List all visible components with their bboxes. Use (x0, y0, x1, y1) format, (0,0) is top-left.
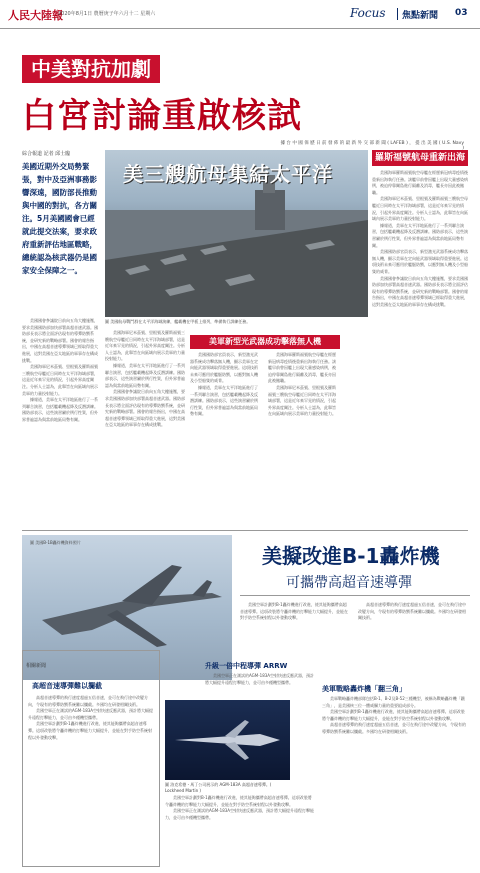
issue-date: 2020年8月1日 農曆庚子年六月十二 星期六 (58, 11, 156, 17)
body-text: 美國空軍計劃對B-1轟炸機進行改進，使其能夠攜帶高超音速導彈。這項改裝將令轟炸機的打擊能力大幅提升，並能在對手防空系統射程以外發動攻擊。 (165, 795, 312, 807)
top-caption: 據 台 中 國 保 歷 日 前 發 佈 的 最 新 外 交 部 新 聞 ( LAFEB ) ， 提 出 美 國 ( U.S. Navy ) (280, 141, 464, 151)
top-bar (0, 0, 480, 29)
missile-caption: 圖 洛克希德・馬丁公司展示的 AGM-183A 高超音速導彈。( Lockheed Martin ) (165, 782, 272, 793)
body-text: 美國海軍尼米茲號、里根號及羅斯福號三艘航空母艦近日同時在太平洋海域部署，這是近年來罕見的情況，引起外界高度關注。分析人士認為，此舉旨在向區域內展示美軍的力量投射能力。 (22, 364, 98, 396)
body-text: 據報道，美軍在太平洋地區進行了一系列聯合演習，包括艦載機起降及反潛訓練。國防部表示，這些演習屬於例行性質，但外界普遍認為與當前地區局勢有關。 (22, 397, 98, 422)
box-header: 相關新聞 (26, 663, 47, 669)
sidebar-heading: 羅斯福號航母重新出海 (372, 150, 468, 166)
article-column-6 (358, 602, 468, 622)
article-column-5 (240, 602, 350, 622)
box-title: 高超音速導彈難以攔截 (32, 682, 102, 690)
body-text: 高超音速導彈的飛行速度超過五倍音速，並可在飛行途中改變方向，令現有的導彈防禦系統難以攔截。多國均在研發相關技術。 (358, 602, 466, 621)
page-number: 03 (455, 8, 468, 18)
newspaper-logo: 人民大陸報 (8, 9, 63, 22)
strategic-bomber-heading: 美軍戰略轟炸機「翻三角」 (322, 685, 406, 693)
arrw-column (205, 673, 315, 686)
body-text: 美國國防部官員表示，新型激光武器系統成功擊落無人機，顯示美軍在定向能武器領域取得重要進展。這項技術未來可應用於艦艇防禦，以應對無人機及小型船隻的威脅。 (190, 352, 258, 384)
body-text: 美國空軍正在測試的AGM-183A空射快速反應武器，預計將大幅提升遠程打擊能力，並可由多種機型攜帶。 (28, 708, 154, 720)
body-text: 美國國會參議院日前向五角大樓施壓，要求美國國防部加快部署高超音速武器。國防部長表示將全面評估現有的導彈防禦系統，並研究新的戰略部署。國會的報告指出，中國在高超音速導彈領域已經取得重大進展，這對美國在亞太地區的軍事存在構成挑戰。 (105, 389, 185, 428)
body-text: 美國國會參議院日前向五角大樓施壓，要求美國國防部加快部署高超音速武器。國防部長表示將全面評估現有的導彈防禦系統，並研究新的戰略部署。國會的報告指出，中國在高超音速導彈領域已經取得重大進展，這對美國在亞太地區的軍事存在構成挑戰。 (22, 318, 98, 363)
body-text: 美國海軍尼米茲號、里根號及羅斯福號三艘航空母艦近日同時在太平洋海域部署，這是近年來罕見的情況，引起外界高度關注。分析人士認為，此舉旨在向區域內展示美軍的力量投射能力。 (268, 384, 336, 417)
article-column-1 (22, 318, 100, 424)
body-text: 美國海軍尼米茲號、里根號及羅斯福號三艘航空母艦近日同時在太平洋海域部署，這是近年來罕見的情況，引起外界高度關注。分析人士認為，此舉旨在向區域內展示美軍的力量投射能力。 (105, 330, 185, 362)
body-text: 美國空軍計劃對B-1轟炸機進行改進，使其能夠攜帶高超音速導彈。這項改裝將令轟炸機的打擊能力大幅提升，並能在對手防空系統射程以外發動攻擊。 (28, 721, 152, 740)
body-text: 據報道，美軍在太平洋地區進行了一系列聯合演習，包括艦載機起降及反潛訓練。國防部表示，這些演習屬於例行性質，但外界普遍認為與當前地區局勢有關。 (190, 384, 258, 417)
page-headline: 白宮討論重啟核試 (22, 96, 302, 136)
bomber-caption: 圖 美國B-1B轟炸機資料照片 (30, 540, 81, 545)
body-text: 美國海軍羅斯福號航空母艦在經歷新冠病毒疫情後重新出海執行任務。該艦早前曾因艦上出現大量感染病例，被迫停靠關島進行隔離及消毒，艦長亦因此被撤職。 (372, 170, 468, 195)
body-text: 美國海軍羅斯福號航空母艦在經歷新冠病毒疫情後重新出海執行任務。該艦早前曾因艦上出現大量感染病例，被迫停靠關島進行隔離及消毒，艦長亦因此被撤職。 (268, 352, 336, 384)
body-text: 美國空軍正在測試的AGM-183A空射快速反應武器，預計將大幅提升遠程打擊能力，並可由多種機型攜帶。 (205, 673, 315, 685)
body-text: 美國國會參議院日前向五角大樓施壓，要求美國國防部加快部署高超音速武器。國防部長表示將全面評估現有的導彈防禦系統，並研究新的戰略部署。國會的報告指出，中國在高超音速導彈領域已經取得重大進展，這對美國在亞太地區的軍事存在構成挑戰。 (372, 275, 468, 307)
divider (240, 595, 470, 596)
missile-photo (165, 700, 290, 780)
body-text: 據報道，美軍在太平洋地區進行了一系列聯合演習，包括艦載機起降及反潛訓練。國防部表示，這些演習屬於例行性質，但外界普遍認為與當前地區局勢有關。 (372, 222, 468, 248)
body-text: 美國空軍計劃對B-1轟炸機進行改進，使其能夠攜帶高超音速導彈。這項改裝將令轟炸機的打擊能力大幅提升，並能在對手防空系統射程以外發動攻擊。 (322, 709, 465, 721)
missile-illustration (165, 700, 290, 780)
photo-caption: 圖 美國航母戰鬥群在太平洋海域演練，艦載機在甲板上排列，準備執行訓練任務。 (105, 319, 251, 324)
body-text: 美國空軍計劃對B-1轟炸機進行改進，使其能夠攜帶高超音速導彈。這項改裝將令轟炸機的打擊能力大幅提升，並能在對手防空系統射程以外發動攻擊。 (240, 602, 348, 621)
photo-headline: 美三艘航母集結太平洋 (123, 162, 333, 186)
article-column-3 (190, 352, 260, 418)
body-text: 美軍戰略轟炸機部隊包括B-1、B-2及B-52三種機型，被稱為戰略轟炸機「鐵三角」，是美國核三位一體威懾力量的重要組成部分。 (322, 696, 465, 708)
body-text: 高超音速導彈的飛行速度超過五倍音速，並可在飛行途中改變方向，令現有的導彈防禦系統難以攔截。多國均在研發相關技術。 (322, 722, 466, 734)
laser-weapon-heading: 美軍新型光武器成功擊落無人機 (190, 335, 340, 349)
article-column-2 (105, 330, 185, 429)
box-column (28, 695, 154, 741)
body-text: 美國空軍正在測試的AGM-183A空射快速反應武器，預計將大幅提升遠程打擊能力，並可由多種機型攜帶。 (165, 808, 315, 820)
arrw-heading: 升級一倍中程導彈 ARRW (205, 662, 288, 670)
reporter-byline: 綜合報道 記者 邱士臨 (22, 151, 71, 157)
body-text: 美國海軍尼米茲號、里根號及羅斯福號三艘航空母艦近日同時在太平洋海域部署，這是近年來罕見的情況，引起外界高度關注。分析人士認為，此舉旨在向區域內展示美軍的力量投射能力。 (372, 196, 468, 222)
b1-headline: 美擬改進B-1轟炸機 (262, 544, 440, 568)
body-text: 據報道，美軍在太平洋地區進行了一系列聯合演習，包括艦載機起降及反潛訓練。國防部表示，這些演習屬於例行性質，但外界普遍認為與當前地區局勢有關。 (105, 362, 185, 388)
topic-banner: 中美對抗加劇 (22, 55, 160, 83)
section-name: 焦點新聞 (402, 11, 439, 21)
article-column-4 (268, 352, 338, 418)
divider (397, 8, 398, 20)
article-column-7 (165, 795, 315, 821)
lead-paragraph: 美國近期外交局勢緊張，對中及亞洲事務影響深遠，國防部長推動與中國的對抗，各方關注。5月美國國會已經就此提交法案，要求政府重新評估地區戰略，總統認為核武器仍是國家安全保障之一。 (22, 162, 97, 275)
focus-label: Focus (350, 6, 386, 20)
b1-subheadline: 可攜帶高超音速導彈 (286, 575, 412, 591)
body-text: 高超音速導彈的飛行速度超過五倍音速，並可在飛行途中改變方向，令現有的導彈防禦系統難以攔截。多國均在研發相關技術。 (28, 695, 148, 707)
article-column-8 (322, 696, 468, 736)
sidebar-column (372, 170, 468, 308)
section-divider (22, 530, 468, 531)
body-text: 美國國防部官員表示，新型激光武器系統成功擊落無人機，顯示美軍在定向能武器領域取得重要進展。這項技術未來可應用於艦艇防禦，以應對無人機及小型船隻的威脅。 (372, 249, 468, 274)
